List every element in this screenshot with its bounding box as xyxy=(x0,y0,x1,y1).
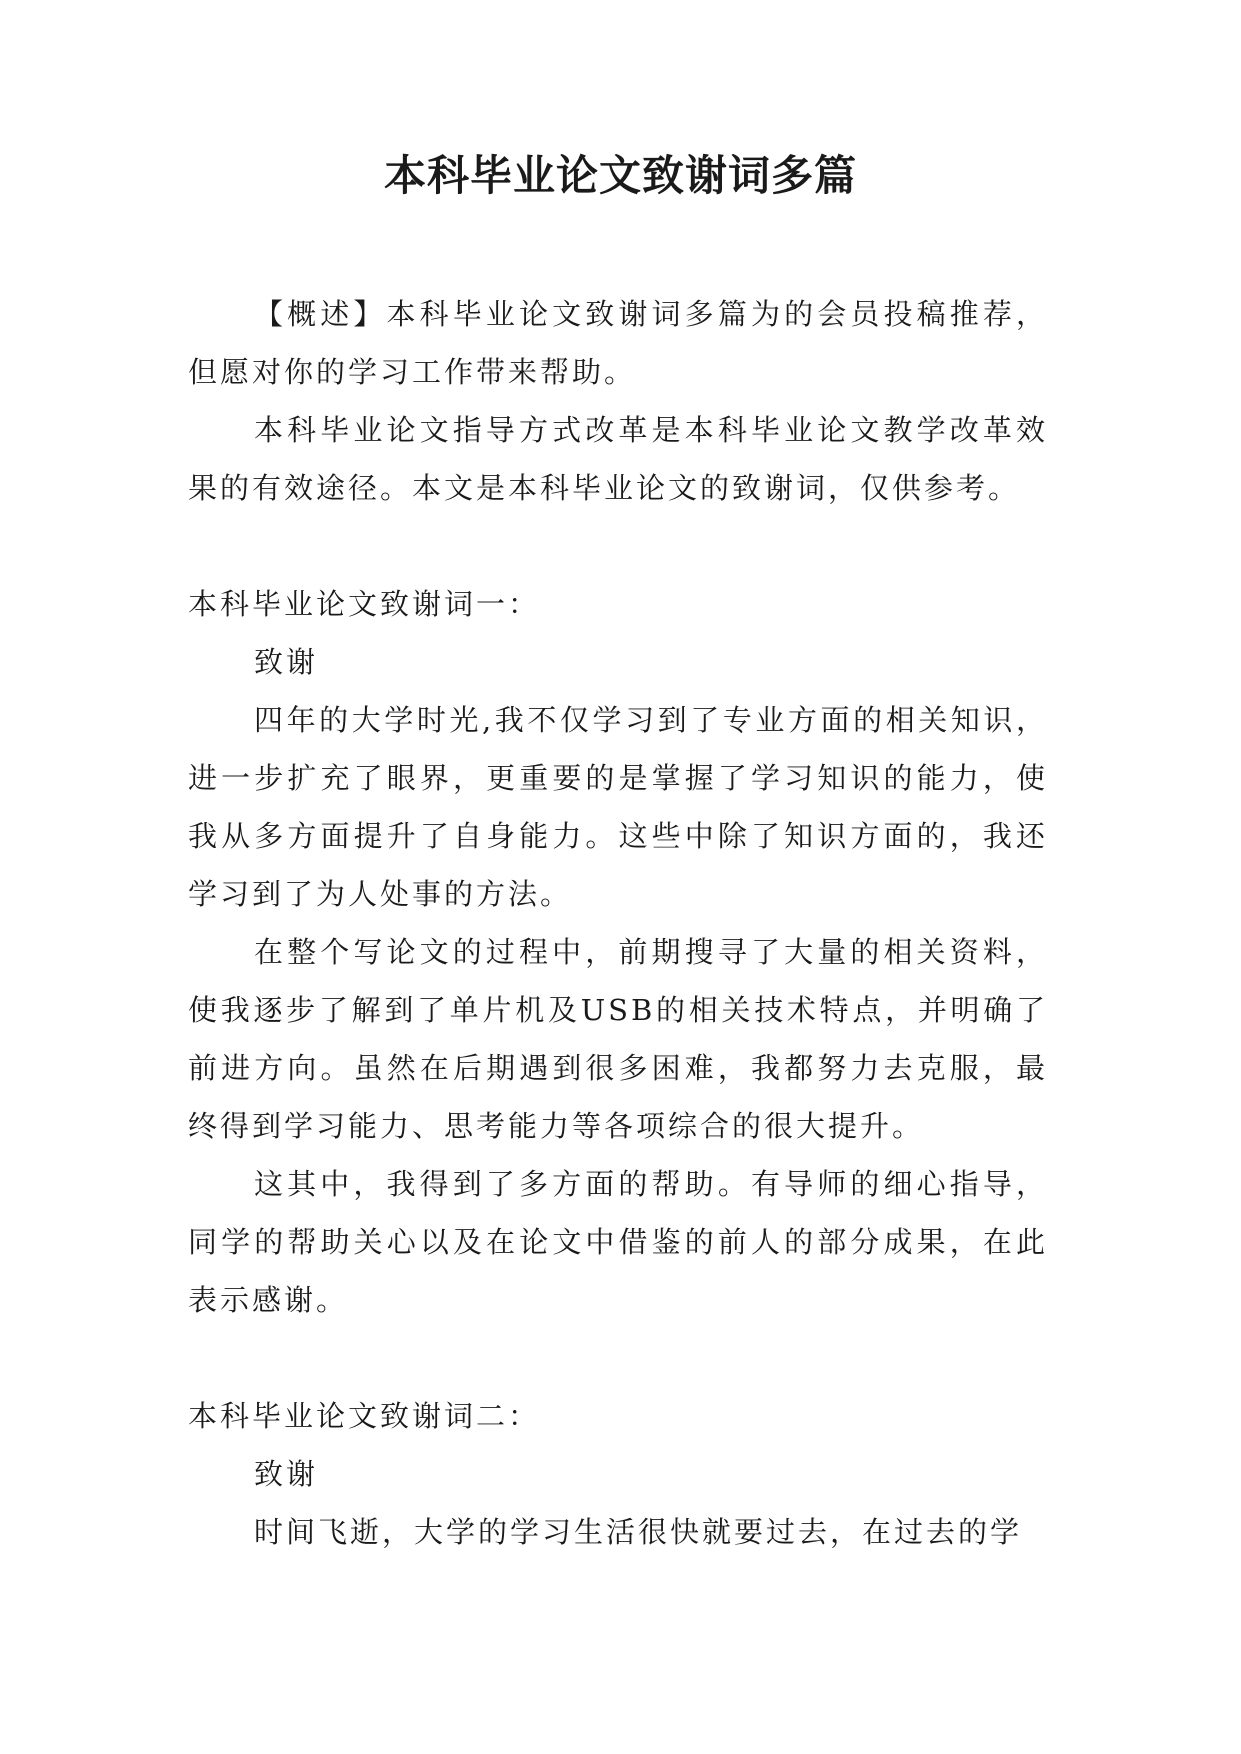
section-heading-one: 本科毕业论文致谢词一： xyxy=(188,587,541,621)
section-spacer xyxy=(188,1329,1048,1387)
section-heading-two: 本科毕业论文致谢词二： xyxy=(188,1399,541,1433)
intro-paragraph: 本科毕业论文指导方式改革是本科毕业论文教学改革效果的有效途径。本文是本科毕业论文的致谢词，仅供参考。 xyxy=(188,413,1048,505)
body-paragraph: 在整个写论文的过程中，前期搜寻了大量的相关资料，使我逐步了解到了单片机及USB的相关技术特点，并明确了前进方向。虽然在后期遇到很多困难，我都努力去克服，最终得到学习能力、思考能力等各项综合的很大提升。 xyxy=(188,935,1048,1143)
acknowledgement-label: 致谢 xyxy=(254,1457,319,1491)
abstract-paragraph: 【概述】本科毕业论文致谢词多篇为的会员投稿推荐，但愿对你的学习工作带来帮助。 xyxy=(188,297,1048,389)
body-paragraph: 时间飞逝，大学的学习生活很快就要过去，在过去的学 xyxy=(254,1515,1023,1549)
section-spacer xyxy=(188,517,1048,575)
body-paragraph: 四年的大学时光,我不仅学习到了专业方面的相关知识，进一步扩充了眼界，更重要的是掌握了学习知识的能力，使我从多方面提升了自身能力。这些中除了知识方面的，我还学习到了为人处事的方法。 xyxy=(188,703,1048,911)
document-body xyxy=(188,285,1048,1561)
body-paragraph: 这其中，我得到了多方面的帮助。有导师的细心指导，同学的帮助关心以及在论文中借鉴的前人的部分成果，在此表示感谢。 xyxy=(188,1167,1048,1317)
acknowledgement-label: 致谢 xyxy=(254,645,319,679)
document-title: 本科毕业论文致谢词多篇 xyxy=(383,151,857,200)
